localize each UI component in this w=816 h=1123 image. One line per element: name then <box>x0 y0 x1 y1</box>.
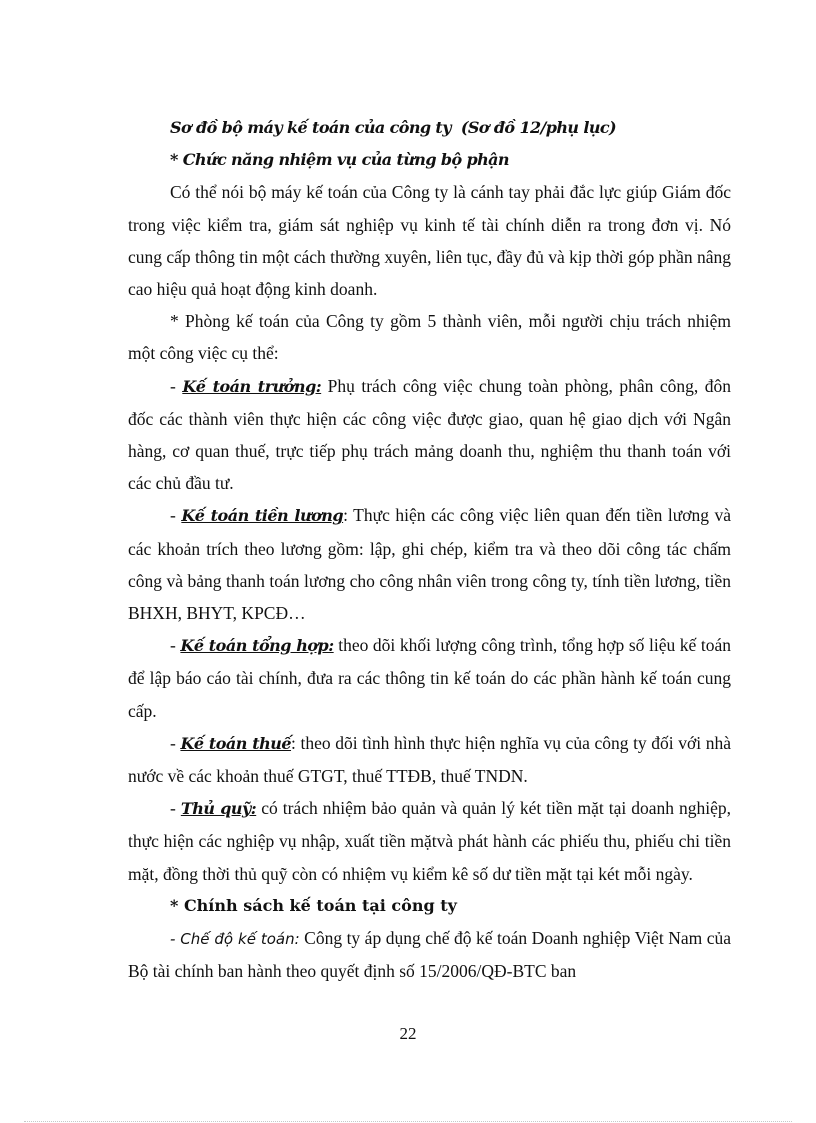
role-prefix: - <box>170 635 181 656</box>
role-description: : theo dõi tình hình thực hiện nghĩa vụ của công ty đối với nhà nước về các khoản thuế GTGT, thuế TTĐB, thuế TNDN. <box>128 732 731 787</box>
paragraph-staff: * Phòng kế toán của Công ty gồm 5 thành viên, mỗi người chịu trách nhiệm một công việc cụ thể: <box>128 311 731 364</box>
policy-text: Công ty áp dụng chế độ kế toán Doanh nghiệp Việt Nam của Bộ tài chính ban hành theo quyết định số 15/2006/QĐ-BTC ban <box>128 928 731 982</box>
role-term: Kế toán tổng hợp: <box>180 636 334 656</box>
role-general-accountant <box>128 629 731 727</box>
role-prefix: - <box>170 375 183 396</box>
page-bottom-border <box>24 1121 792 1122</box>
role-prefix: - <box>170 798 181 819</box>
role-payroll-accountant <box>128 499 731 629</box>
role-description: có trách nhiệm bảo quản và quản lý két tiền mặt tại doanh nghiệp, thực hiện các nghiệp vụ nhập, xuất tiền mặtvà phát hành các phiếu thu, phiếu chi tiền mặt, đồng thời thủ quỹ còn có nhiệm vụ kiểm kê số dư tiền mặt tại két mỗi ngày. <box>128 798 731 884</box>
role-term: Kế toán trưởng: <box>182 376 322 396</box>
heading-diagram-text: Sơ đồ bộ máy kế toán của công ty <box>170 118 451 137</box>
heading-diagram-ref: (Sơ đồ 12/phụ lục) <box>460 118 617 137</box>
page-number: 22 <box>399 1024 417 1043</box>
role-term: Kế toán thuế <box>180 733 292 753</box>
role-tax-accountant <box>128 727 731 792</box>
role-prefix: - <box>170 505 182 526</box>
policy-term: - Chế độ kế toán: <box>170 930 300 949</box>
paragraph-policy <box>128 922 731 987</box>
role-chief-accountant <box>128 370 731 500</box>
role-description: : Thực hiện các công việc liên quan đến tiền lương và các khoản trích theo lương gồm: lập, ghi chép, kiểm tra và theo dõi công tác chấm công và bảng thanh toán lương cho công nhân viên trong công ty, tính tiền lương, tiền BHXH, BHYT, KPCĐ… <box>128 505 731 624</box>
heading-functions: * Chức năng nhiệm vụ của từng bộ phận <box>170 150 509 170</box>
role-cashier <box>128 792 731 890</box>
heading-policy: * Chính sách kế toán tại công ty <box>170 895 457 915</box>
role-description: theo dõi khối lượng công trình, tổng hợp số liệu kế toán để lập báo cáo tài chính, đưa ra các thông tin kế toán do các phần hành kế toán cung cấp. <box>128 635 732 721</box>
role-description: Phụ trách công việc chung toàn phòng, phân công, đôn đốc các thành viên thực hiện các công việc được giao, quan hệ giao dịch với Ngân hàng, cơ quan thuế, trực tiếp phụ trách mảng doanh thu, nghiệm thu thanh toán với các chủ đầu tư. <box>128 375 732 494</box>
role-term: Kế toán tiền lương <box>181 506 344 526</box>
role-prefix: - <box>170 732 181 753</box>
role-term: Thủ quỹ: <box>180 799 257 819</box>
heading-diagram <box>128 112 731 144</box>
page-body <box>128 112 731 987</box>
paragraph-intro: Có thể nói bộ máy kế toán của Công ty là cánh tay phải đắc lực giúp Giám đốc trong việc kiểm tra, giám sát nghiệp vụ kinh tế tài chính diễn ra trong đơn vị. Nó cung cấp thông tin một cách thường xuyên, liên tục, đầy đủ và kịp thời góp phần nâng cao hiệu quả hoạt động kinh doanh. <box>128 182 731 300</box>
